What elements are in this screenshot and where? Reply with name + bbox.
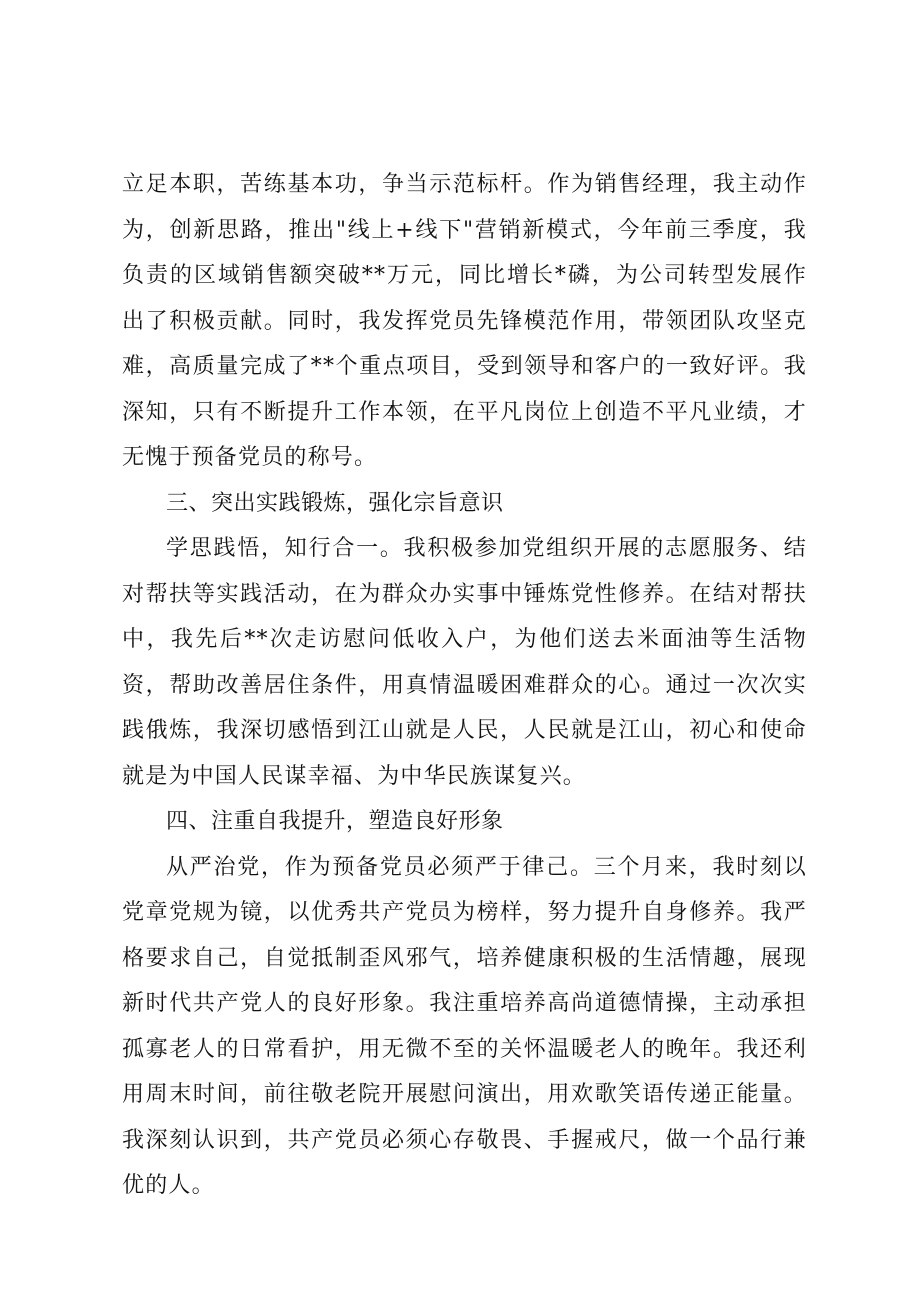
continuation-paragraph: 立足本职，苦练基本功，争当示范标杆。作为销售经理，我主动作为，创新思路，推出"线上+线下"营销新模式，今年前三季度，我负责的区域销售额突破**万元，同比增长*磷，为公司转型发展作出了积极贡献。同时，我发挥党员先锋模范作用，带领团队攻坚克难，高质量完成了**个重点项目，受到领导和客户的一致好评。我深知，只有不断提升工作本领，在平凡岗位上创造不平凡业绩，才无愧于预备党员的称号。 (122, 172, 807, 470)
section-paragraph-practice: 学思践悟，知行合一。我积极参加党组织开展的志愿服务、结对帮扶等实践活动，在为群众办实事中锤炼党性修养。在结对帮扶中，我先后**次走访慰问低收入户，为他们送去米面油等生活物资，帮助改善居住条件，用真情温暖困难群众的心。通过一次次实践俄炼，我深切感悟到江山就是人民，人民就是江山，初心和使命就是为中国人民谋幸福、为中华民族谋复兴。 (122, 536, 807, 789)
section-paragraph-self-improvement: 从严治党，作为预备党员必须严于律己。三个月来，我时刻以党章党规为镜，以优秀共产党员为榜样，努力提升自身修养。我严格要求自己，自觉抵制歪风邪气，培养健康积极的生活情趣，展现新时代共产党人的良好形象。我注重培养高尚道德情操，主动承担孤寡老人的日常看护，用无微不至的关怀温暖老人的晚年。我还利用周末时间，前往敬老院开展慰问演出，用欢歌笑语传递正能量。我深刻认识到，共产党员必须心存敬畏、手握戒尺，做一个品行兼优的人。 (122, 854, 807, 1198)
section-heading-practice: 三、突出实践锻炼，强化宗旨意识 (166, 490, 504, 516)
document-body (122, 162, 807, 1209)
section-heading-self-improvement: 四、注重自我提升，塑造良好形象 (166, 809, 504, 834)
